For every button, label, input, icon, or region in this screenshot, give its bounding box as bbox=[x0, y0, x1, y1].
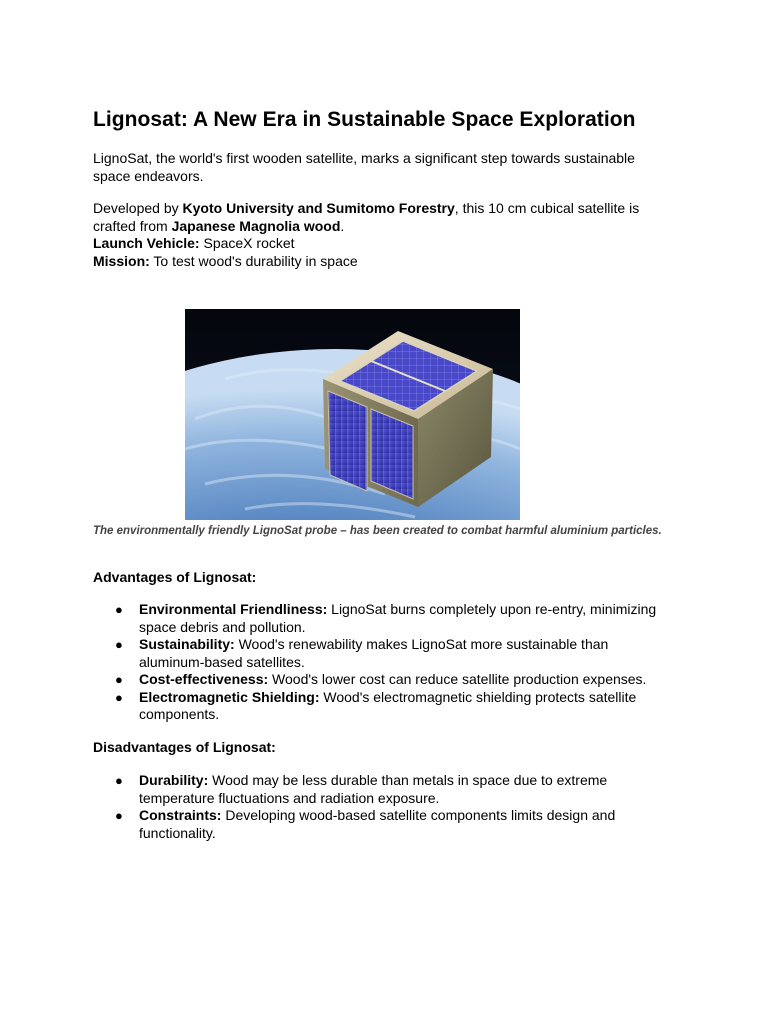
launch-label: Launch Vehicle: bbox=[93, 235, 200, 251]
bullet: ● bbox=[115, 602, 123, 617]
item-text: Wood's lower cost can reduce satellite production expenses. bbox=[268, 671, 647, 687]
dev-prefix: Developed by bbox=[93, 200, 183, 216]
item-label: Cost-effectiveness: bbox=[139, 671, 269, 687]
satellite-figure bbox=[185, 309, 520, 520]
list-item bbox=[93, 636, 669, 671]
disadvantages-heading: Disadvantages of Lignosat: bbox=[93, 739, 276, 755]
item-label: Sustainability: bbox=[139, 636, 235, 652]
item-label: Electromagnetic Shielding: bbox=[139, 688, 320, 705]
launch-value: SpaceX rocket bbox=[199, 235, 295, 251]
item-label: Constraints: bbox=[139, 807, 222, 823]
item-text: Wood's electromagnetic shielding protects satellite components. bbox=[139, 688, 637, 722]
item-text: Wood may be less durable than metals in space due to extreme temperature fluctuations and radiation exposure. bbox=[139, 772, 608, 806]
advantages-heading: Advantages of Lignosat: bbox=[93, 569, 257, 585]
bullet: ● bbox=[115, 689, 123, 705]
figure-caption: The environmentally friendly LignoSat probe – has been created to combat harmful aluminium particles. bbox=[93, 525, 662, 537]
list-item bbox=[93, 601, 669, 636]
mission-label: Mission: bbox=[93, 252, 150, 269]
bullet: ● bbox=[115, 773, 123, 788]
satellite-illustration bbox=[185, 309, 520, 520]
dev-suffix: . bbox=[340, 217, 345, 234]
dev-developers: Kyoto University and Sumitomo Forestry bbox=[182, 200, 455, 216]
list-item bbox=[93, 689, 669, 724]
item-text: Wood's renewability makes LignoSat more sustainable than aluminum-based satellites. bbox=[139, 636, 609, 670]
item-label: Durability: bbox=[139, 772, 209, 788]
bullet: ● bbox=[115, 637, 123, 652]
left-solar-panel-a bbox=[328, 391, 367, 491]
list-item bbox=[93, 807, 669, 842]
list-item bbox=[93, 772, 669, 807]
mission-value: To test wood's durability in space bbox=[149, 252, 358, 269]
bullet: ● bbox=[115, 808, 123, 823]
development-paragraph bbox=[93, 200, 663, 270]
item-text: LignoSat burns completely upon re-entry, minimizing space debris and pollution. bbox=[139, 601, 657, 635]
list-item bbox=[93, 671, 669, 689]
bullet: ● bbox=[115, 672, 123, 687]
page-title: Lignosat: A New Era in Sustainable Space Exploration bbox=[93, 108, 636, 131]
item-label: Environmental Friendliness: bbox=[139, 601, 328, 617]
dev-material: Japanese Magnolia wood bbox=[171, 217, 341, 234]
dev-middle: , this 10 cm cubical satellite is crafted from bbox=[93, 200, 640, 234]
item-text: Developing wood-based satellite components limits design and functionality. bbox=[139, 807, 616, 841]
advantages-list bbox=[93, 601, 673, 724]
intro-paragraph: LignoSat, the world's first wooden satellite, marks a significant step towards sustainable space endeavors. bbox=[93, 150, 635, 184]
disadvantages-list bbox=[93, 772, 673, 842]
